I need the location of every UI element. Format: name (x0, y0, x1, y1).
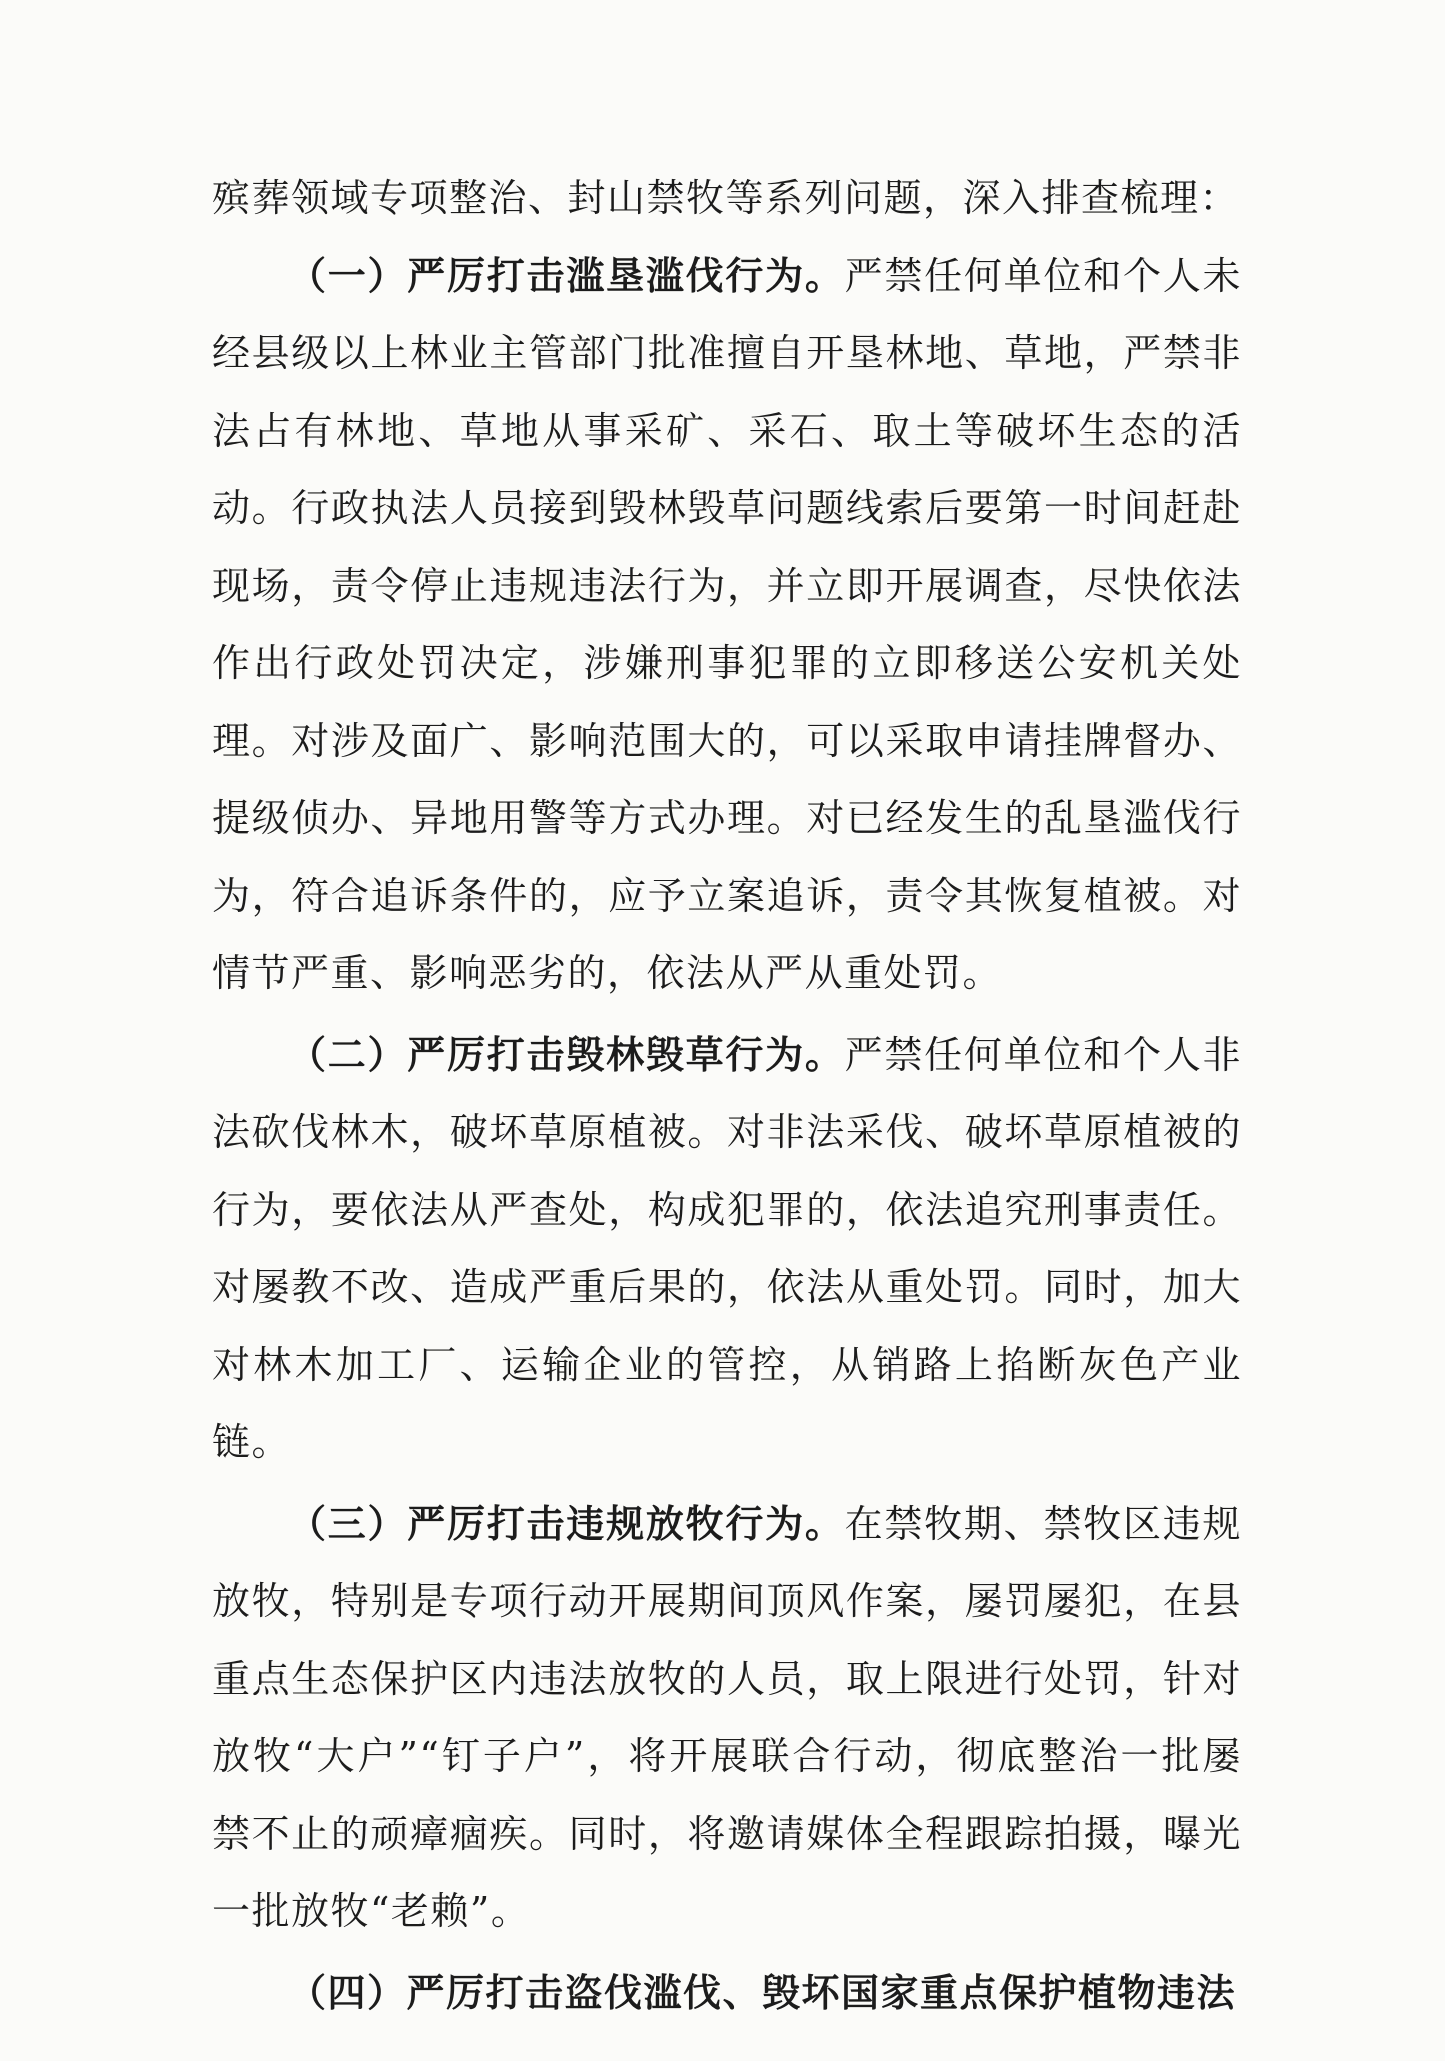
paragraph-text: 殡葬领域专项整治、封山禁牧等系列问题，深入排查梳理： (212, 176, 1240, 220)
section-heading-2: （二）严厉打击毁林毁草行为。 (288, 1032, 845, 1077)
paragraph-section-2 (212, 1017, 1242, 1482)
paragraph-section-1 (212, 238, 1242, 1013)
paragraph-text: 严禁任何单位和个人非法砍伐林木，破坏草原植被。对非法采伐、破坏草原植被的行为，要依法从严查处，构成犯罪的，依法追究刑事责任。对屡教不改、造成严重后果的，依法从重处罚。同时，加大对林木加工厂、运输企业的管控，从销路上掐断灰色产业链。 (212, 1032, 1242, 1464)
paragraph-text: 在禁牧期、禁牧区违规放牧，特别是专项行动开展期间顶风作案，屡罚屡犯，在县重点生态保护区内违法放牧的人员，取上限进行处罚，针对放牧“大户”“钉子户”，将开展联合行动，彻底整治一批屡禁不止的顽瘴痼疾。同时，将邀请媒体全程跟踪拍摄，曝光一批放牧“老赖”。 (212, 1501, 1242, 1933)
paragraph-intro-continuation (212, 160, 1242, 238)
section-heading-3: （三）严厉打击违规放牧行为。 (288, 1501, 845, 1546)
paragraph-section-3 (212, 1486, 1242, 1951)
document-body (212, 160, 1242, 2032)
section-heading-4: （四）严厉打击盗伐滥伐、毁坏国家重点保护植物违法 (288, 1970, 1237, 2015)
section-heading-1: （一）严厉打击滥垦滥伐行为。 (288, 253, 845, 298)
paragraph-text: 严禁任何单位和个人未经县级以上林业主管部门批准擅自开垦林地、草地，严禁非法占有林地、草地从事采矿、采石、取土等破坏生态的活动。行政执法人员接到毁林毁草问题线索后要第一时间赶赴现场，责令停止违规违法行为，并立即开展调查，尽快依法作出行政处罚决定，涉嫌刑事犯罪的立即移送公安机关处理。对涉及面广、影响范围大的，可以采取申请挂牌督办、提级侦办、异地用警等方式办理。对已经发生的乱垦滥伐行为，符合追诉条件的，应予立案追诉，责令其恢复植被。对情节严重、影响恶劣的，依法从严从重处罚。 (212, 253, 1242, 995)
paragraph-section-4 (212, 1955, 1242, 2033)
